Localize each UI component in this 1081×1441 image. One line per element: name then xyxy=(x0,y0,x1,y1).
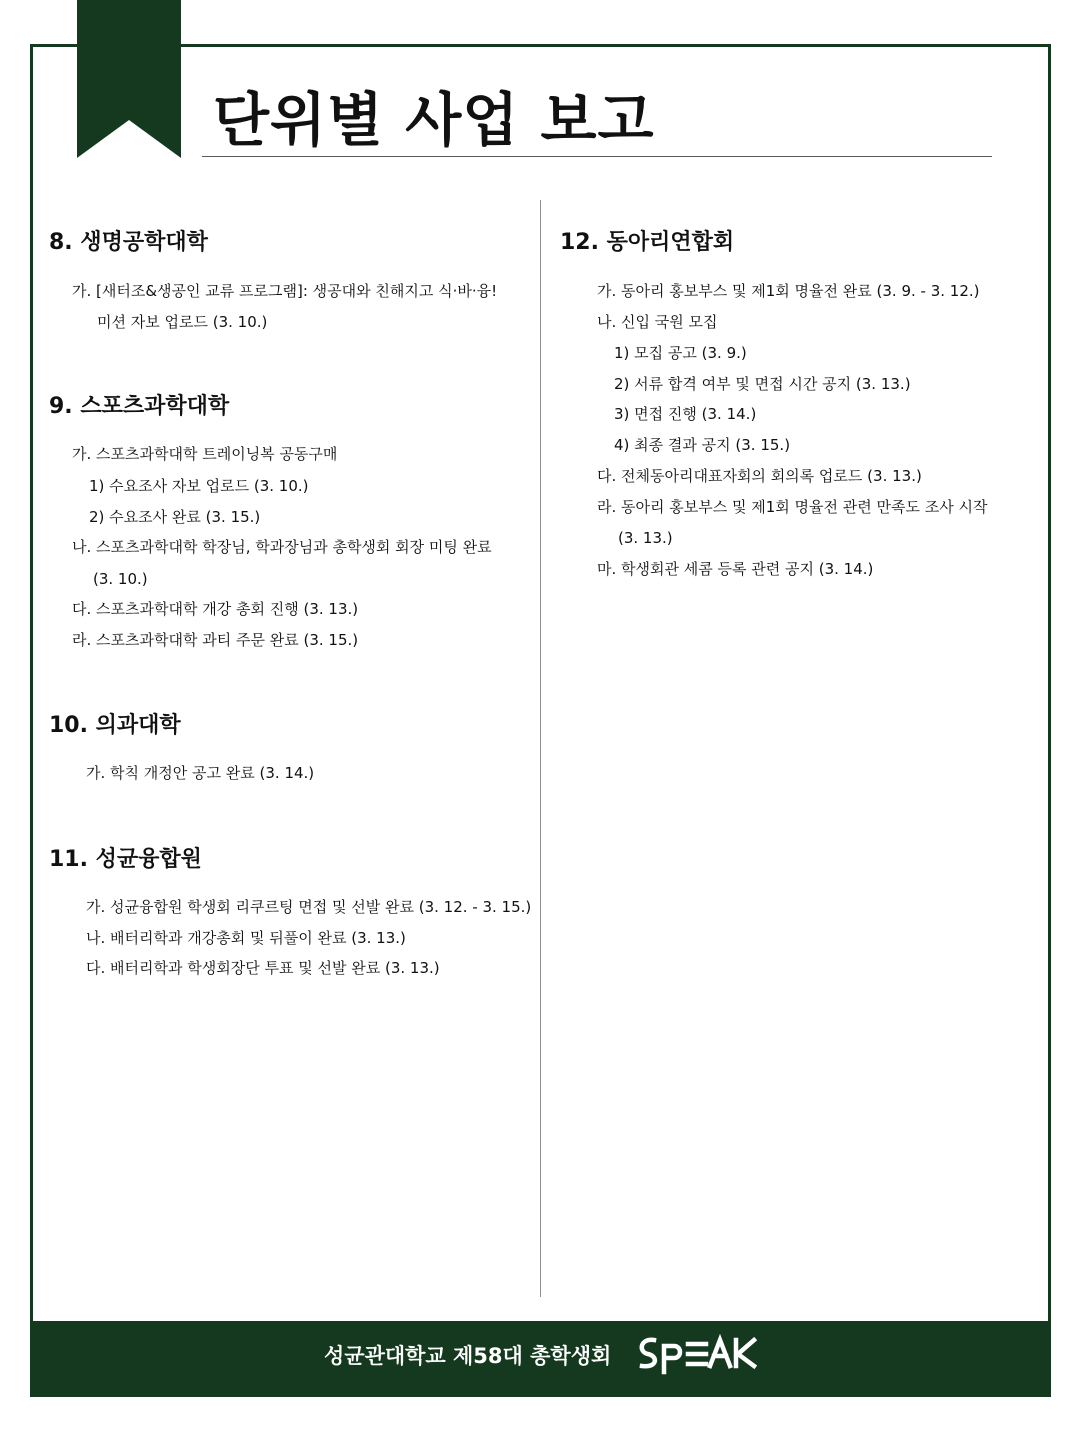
section-heading: 11. 성균융합원 xyxy=(49,847,202,872)
list-item: (3. 13.) xyxy=(618,529,673,547)
list-item: 다. 전체동아리대표자회의 회의록 업로드 (3. 13.) xyxy=(597,467,922,485)
list-item: 가. 동아리 홍보부스 및 제1회 명율전 완료 (3. 9. - 3. 12.) xyxy=(597,282,980,300)
title-underline xyxy=(202,156,992,157)
list-item: 나. 신입 국원 모집 xyxy=(597,313,718,331)
list-item: 나. 배터리학과 개강총회 및 뒤풀이 완료 (3. 13.) xyxy=(86,929,406,947)
list-item: 4) 최종 결과 공지 (3. 15.) xyxy=(614,436,791,454)
list-item: 가. [새터조&생공인 교류 프로그램]: 생공대와 친해지고 식·바·융! xyxy=(72,282,498,300)
page-title: 단위별 사업 보고 xyxy=(213,86,655,154)
list-item: (3. 10.) xyxy=(93,570,148,588)
list-item: 다. 배터리학과 학생회장단 투표 및 선발 완료 (3. 13.) xyxy=(86,959,440,977)
list-item: 1) 모집 공고 (3. 9.) xyxy=(614,344,747,362)
list-item: 나. 스포츠과학대학 학장님, 학과장님과 총학생회 회장 미팅 완료 xyxy=(72,538,492,556)
list-item: 미션 자보 업로드 (3. 10.) xyxy=(97,313,268,331)
list-item: 2) 수요조사 완료 (3. 15.) xyxy=(89,508,261,526)
speak-logo-icon xyxy=(636,1332,760,1378)
section-heading: 9. 스포츠과학대학 xyxy=(49,394,230,419)
list-item: 가. 성균융합원 학생회 리쿠르팅 면접 및 선발 완료 (3. 12. - 3. 15.) xyxy=(86,898,532,916)
list-item: 1) 수요조사 자보 업로드 (3. 10.) xyxy=(89,477,309,495)
section-heading: 8. 생명공학대학 xyxy=(49,230,208,255)
list-item: 라. 스포츠과학대학 과티 주문 완료 (3. 15.) xyxy=(72,631,359,649)
section-life-science xyxy=(49,228,208,258)
section-medicine xyxy=(49,711,181,741)
section-heading: 10. 의과대학 xyxy=(49,713,181,738)
list-item: 라. 동아리 홍보부스 및 제1회 명율전 관련 만족도 조사 시작 xyxy=(597,498,988,516)
list-item: 3) 면접 진행 (3. 14.) xyxy=(614,405,757,423)
section-convergence xyxy=(49,845,202,875)
footer-org-name: 성균관대학교 제58대 총학생회 xyxy=(324,1344,612,1368)
section-heading: 12. 동아리연합회 xyxy=(560,230,735,255)
list-item: 마. 학생회관 세콤 등록 관련 공지 (3. 14.) xyxy=(597,560,874,578)
list-item: 2) 서류 합격 여부 및 면접 시간 공지 (3. 13.) xyxy=(614,375,911,393)
list-item: 다. 스포츠과학대학 개강 총회 진행 (3. 13.) xyxy=(72,600,359,618)
list-item: 가. 스포츠과학대학 트레이닝복 공동구매 xyxy=(72,445,338,463)
column-divider xyxy=(540,200,541,1297)
section-sports-science xyxy=(49,392,229,422)
section-club-union xyxy=(560,228,734,258)
list-item: 가. 학칙 개정안 공고 완료 (3. 14.) xyxy=(86,764,315,782)
bookmark-ribbon-icon xyxy=(77,0,181,158)
